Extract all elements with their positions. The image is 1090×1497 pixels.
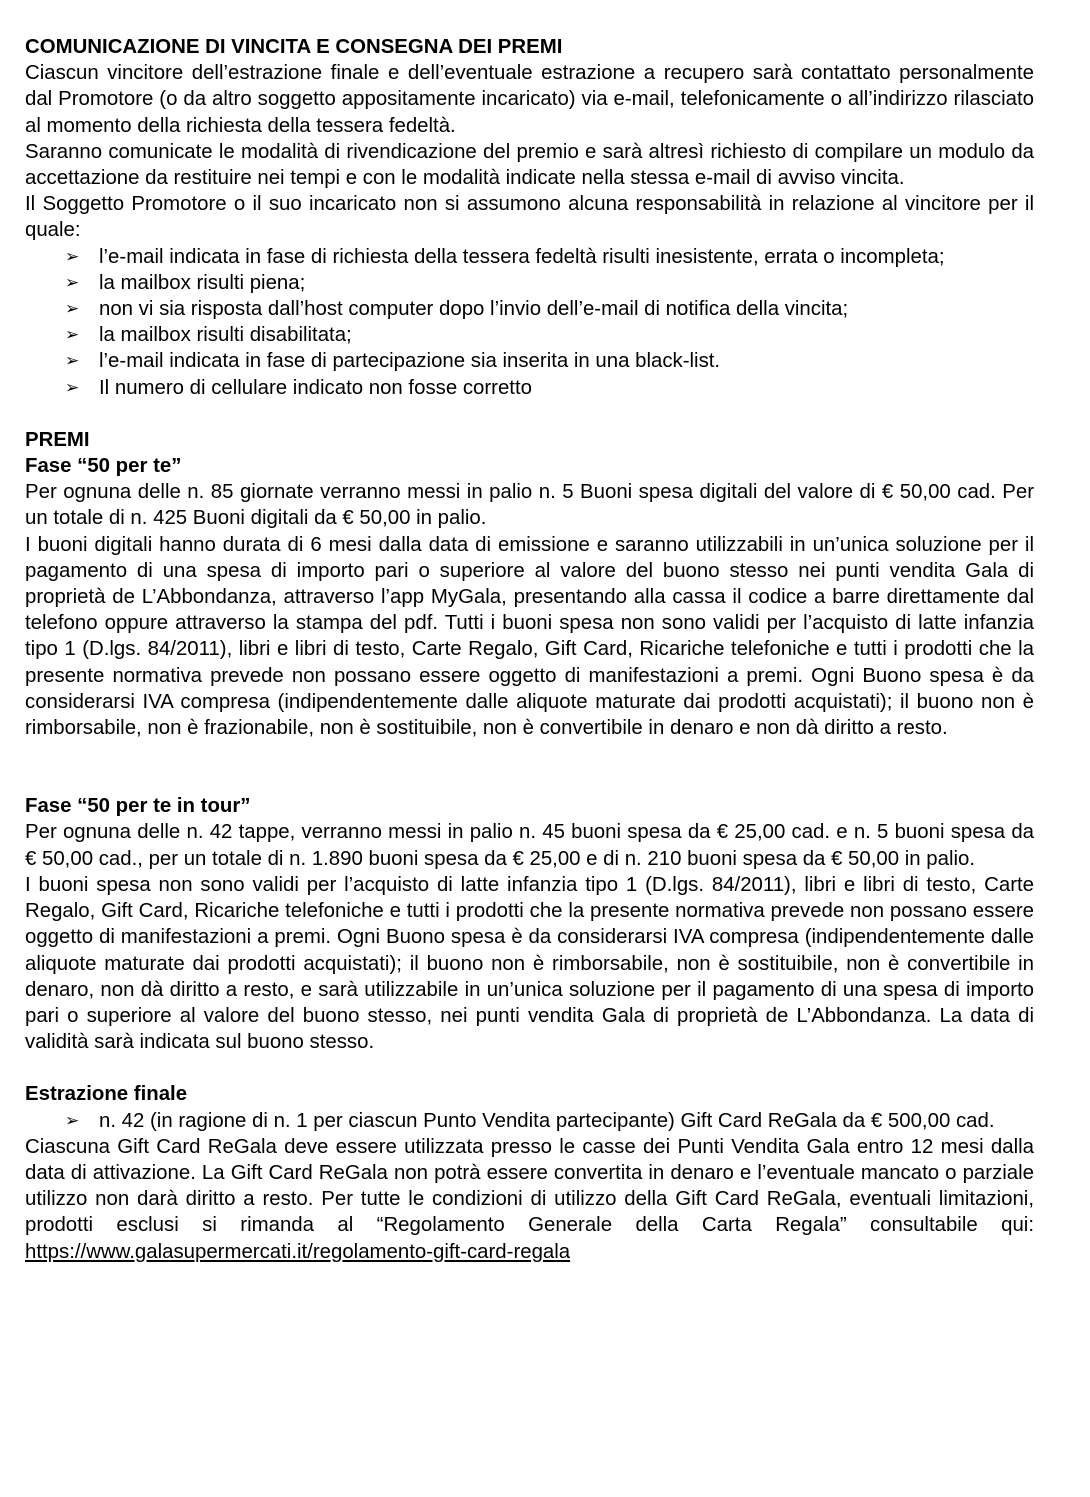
paragraph: I buoni spesa non sono validi per l’acquisto di latte infanzia tipo 1 (D.lgs. 84/2011), libri e libri di testo, Carte Regalo, Gift Card, Ricariche telefoniche e tutti i prodotti che la presente normativa prevede non possano essere oggetto di manifestazioni a premi. Ogni Buono spesa è da considerarsi IVA compresa (indipendentemente dalle aliquote maturate dai prodotti acquistati); il buono non è rimborsabile, non è sostituibile, non è convertibile in denaro, non dà diritto a resto, e sarà utilizzabile in un’unica soluzione per il pagamento di una spesa di importo pari o superiore al valore del buono stesso, nei punti vendita Gala di proprietà de L’Abbondanza. La data di validità sarà indicata sul buono stesso. xyxy=(25,873,1034,1054)
list-item-text: n. 42 (in ragione di n. 1 per ciascun Punto Vendita partecipante) Gift Card ReGala da € 500,00 cad. xyxy=(99,1109,995,1132)
list-item xyxy=(65,270,1034,296)
paragraph xyxy=(25,1134,1034,1265)
paragraph: Saranno comunicate le modalità di rivendicazione del premio e sarà altresì richiesto di compilare un modulo da accettazione da restituire nei tempi e con le modalità indicate nella stessa e-mail di avviso vincita. xyxy=(25,140,1034,190)
list-item-text: Il numero di cellulare indicato non fosse corretto xyxy=(99,376,532,399)
paragraph: Il Soggetto Promotore o il suo incaricato non si assumono alcuna responsabilità in relazione al vincitore per il quale: xyxy=(25,193,1034,242)
list-item xyxy=(65,348,1034,374)
subheading-fase-50-per-te-in-tour: Fase “50 per te in tour” xyxy=(25,795,251,818)
bullet-list xyxy=(25,1108,1034,1134)
paragraph: Per ognuna delle n. 42 tappe, verranno messi in palio n. 45 buoni spesa da € 25,00 cad. e n. 5 buoni spesa da € 50,00 cad., per un totale di n. 1.890 buoni spesa da € 25,00 e di n. 210 buoni spesa da € 50,00 in palio. xyxy=(25,821,1034,870)
bullet-list xyxy=(25,244,1034,401)
arrowhead-bullet-icon: ➢ xyxy=(65,299,80,320)
list-item-text: la mailbox risulti piena; xyxy=(99,271,306,294)
regolamento-link[interactable]: https://www.galasupermercati.it/regolamento-gift-card-regala xyxy=(25,1240,571,1263)
list-item-text: la mailbox risulti disabilitata; xyxy=(99,324,352,347)
arrowhead-bullet-icon: ➢ xyxy=(65,246,80,267)
list-item xyxy=(65,296,1034,322)
list-item xyxy=(65,1108,1034,1134)
list-item xyxy=(65,375,1034,401)
list-item xyxy=(65,322,1034,348)
list-item xyxy=(65,244,1034,270)
paragraph: Ciascun vincitore dell’estrazione finale e dell’eventuale estrazione a recupero sarà contattato personalmente dal Promotore (o da altro soggetto appositamente incaricato) via e-mail, telefonicamente o all’indirizzo rilasciato al momento della richiesta della tessera fedeltà. xyxy=(25,62,1034,137)
paragraph: I buoni digitali hanno durata di 6 mesi dalla data di emissione e saranno utilizzabili in un’unica soluzione per il pagamento di una spesa di importo pari o superiore al valore del buono stesso nei punti vendita Gala di proprietà de L’Abbondanza, attraverso l’app MyGala, presentando alla cassa il codice a barre direttamente dal telefono oppure attraverso la stampa del pdf. Tutti i buoni spesa non sono validi per l’acquisto di latte infanzia tipo 1 (D.lgs. 84/2011), libri e libri di testo, Carte Regalo, Gift Card, Ricariche telefoniche e tutti i prodotti che la presente normativa prevede non possano essere oggetto di manifestazioni a premi. Ogni Buono spesa è da considerarsi IVA compresa (indipendentemente dalle aliquote maturate dai prodotti acquistati); il buono non è rimborsabile, non è frazionabile, non è sostituibile, non è convertibile in denaro e non dà diritto a resto. xyxy=(25,533,1034,740)
paragraph-text: Ciascuna Gift Card ReGala deve essere utilizzata presso le casse dei Punti Vendita Gala entro 12 mesi dalla data di attivazione. La Gift Card ReGala non potrà essere convertita in denaro e l’eventuale mancato o parziale utilizzo non darà diritto a resto. Per tutte le condizioni di utilizzo della Gift Card ReGala, eventuali limitazioni, prodotti esclusi si rimanda al “Regolamento Generale della Carta Regala” consultabile qui: xyxy=(25,1135,1034,1237)
section-heading-premi: PREMI xyxy=(25,428,90,451)
paragraph: Per ognuna delle n. 85 giornate verranno messi in palio n. 5 Buoni spesa digitali del valore di € 50,00 cad. Per un totale di n. 425 Buoni digitali da € 50,00 in palio. xyxy=(25,481,1034,530)
arrowhead-bullet-icon: ➢ xyxy=(65,325,80,346)
subheading-fase-50-per-te: Fase “50 per te” xyxy=(25,455,182,478)
list-item-text: l’e-mail indicata in fase di richiesta della tessera fedeltà risulti inesistente, errata o incompleta; xyxy=(99,245,945,268)
list-item-text: non vi sia risposta dall’host computer dopo l’invio dell’e-mail di notifica della vincita; xyxy=(99,298,849,321)
list-item-text: l’e-mail indicata in fase di partecipazione sia inserita in una black-list. xyxy=(99,350,721,373)
arrowhead-bullet-icon: ➢ xyxy=(65,272,80,293)
section-heading-comunicazione: COMUNICAZIONE DI VINCITA E CONSEGNA DEI PREMI xyxy=(25,36,563,58)
arrowhead-bullet-icon: ➢ xyxy=(65,1110,80,1131)
arrowhead-bullet-icon: ➢ xyxy=(65,377,80,398)
subheading-estrazione-finale: Estrazione finale xyxy=(25,1083,188,1106)
arrowhead-bullet-icon: ➢ xyxy=(65,351,80,372)
